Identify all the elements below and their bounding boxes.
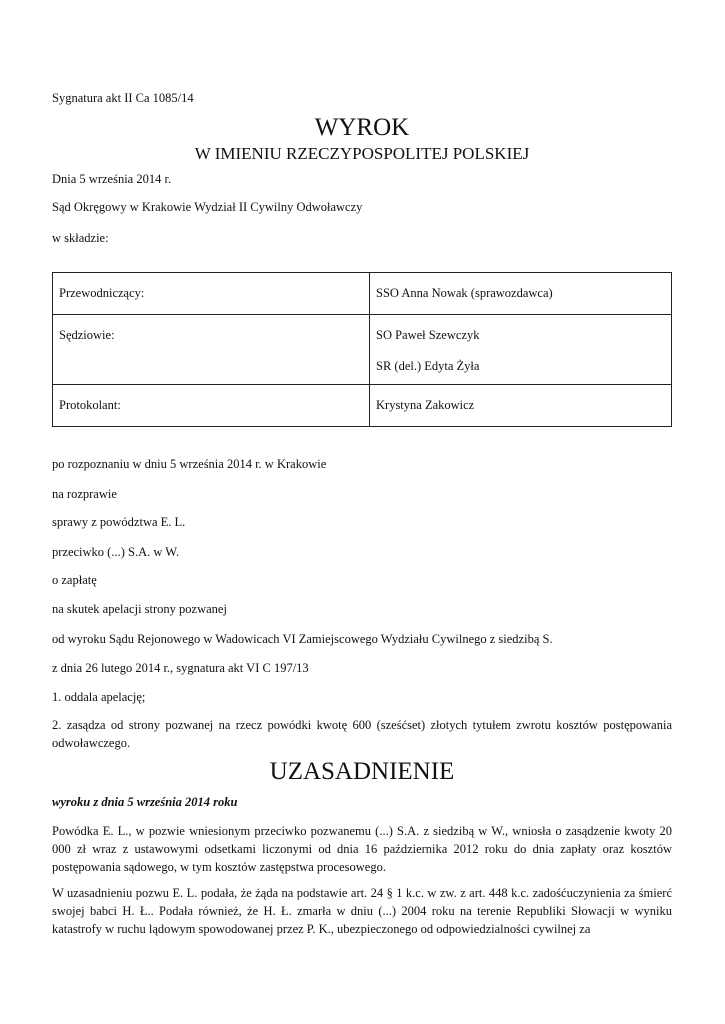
judges-label: Sędziowie:	[53, 315, 370, 385]
justification-title: UZASADNIENIE	[269, 758, 455, 785]
line-subject: o zapłatę	[52, 573, 97, 587]
document-title: WYROK	[314, 114, 410, 141]
justification-paragraph-1: Powódka E. L., w pozwie wniesionym przeciwko pozwanemu (...) S.A. z siedzibą w W., wniosła o zasądzenie kwoty 20 000 zł wraz z ustawowymi odsetkami liczonymi od dnia 16 października 2012 roku do dnia zapłaty oraz kosztów postępowania sądowego, w tym kosztów zastępstwa procesowego.	[52, 824, 672, 874]
line-hearing: po rozpoznaniu w dniu 5 września 2014 r. w Krakowie	[52, 457, 327, 471]
judge-2: SR (del.) Edyta Żyła	[376, 359, 480, 373]
panel-row-chair	[53, 273, 672, 315]
justification-subtitle: wyroku z dnia 5 września 2014 roku	[52, 795, 238, 809]
line-trial: na rozprawie	[52, 487, 117, 501]
clerk-value: Krystyna Zakowicz	[370, 385, 672, 427]
ruling-point-1: 1. oddala apelację;	[52, 690, 146, 704]
judge-1: SO Paweł Szewczyk	[376, 328, 480, 342]
panel-table	[52, 272, 672, 427]
judges-value	[370, 315, 672, 385]
document-subtitle: W IMIENIU RZECZYPOSPOLITEJ POLSKIEJ	[194, 144, 530, 163]
clerk-label: Protokolant:	[53, 385, 370, 427]
ruling-point-2: 2. zasądza od strony pozwanej na rzecz powódki kwotę 600 (sześćset) złotych tytułem zwrotu kosztów postępowania odwoławczego.	[52, 718, 672, 750]
court-name: Sąd Okręgowy w Krakowie Wydział II Cywilny Odwoławczy	[52, 200, 363, 214]
line-appeal: na skutek apelacji strony pozwanej	[52, 602, 227, 616]
line-lower-date: z dnia 26 lutego 2014 r., sygnatura akt VI C 197/13	[52, 661, 309, 675]
judgment-date: Dnia 5 września 2014 r.	[52, 172, 172, 186]
chair-value: SSO Anna Nowak (sprawozdawca)	[370, 273, 672, 315]
panel-row-clerk	[53, 385, 672, 427]
line-claimant: sprawy z powództwa E. L.	[52, 515, 186, 529]
panel-row-judges	[53, 315, 672, 385]
chair-label: Przewodniczący:	[53, 273, 370, 315]
justification-paragraph-2: W uzasadnieniu pozwu E. L. podała, że żąda na podstawie art. 24 § 1 k.c. w zw. z art. 448 k.c. zadośćuczynienia za śmierć swojej babci H. Ł.. Podała również, że H. Ł. zmarła w dniu (...) 2004 roku na terenie Republiki Słowacji w wyniku katastrofy w ruchu lądowym spowodowanej przez P. K., ubezpieczonego od odpowiedzialności cywilnej za	[52, 886, 672, 936]
case-signature: Sygnatura akt II Ca 1085/14	[52, 91, 194, 105]
line-lower-court: od wyroku Sądu Rejonowego w Wadowicach VI Zamiejscowego Wydziału Cywilnego z siedzibą S.	[52, 632, 553, 646]
line-defendant: przeciwko (...) S.A. w W.	[52, 545, 180, 559]
composition-label: w składzie:	[52, 231, 109, 245]
